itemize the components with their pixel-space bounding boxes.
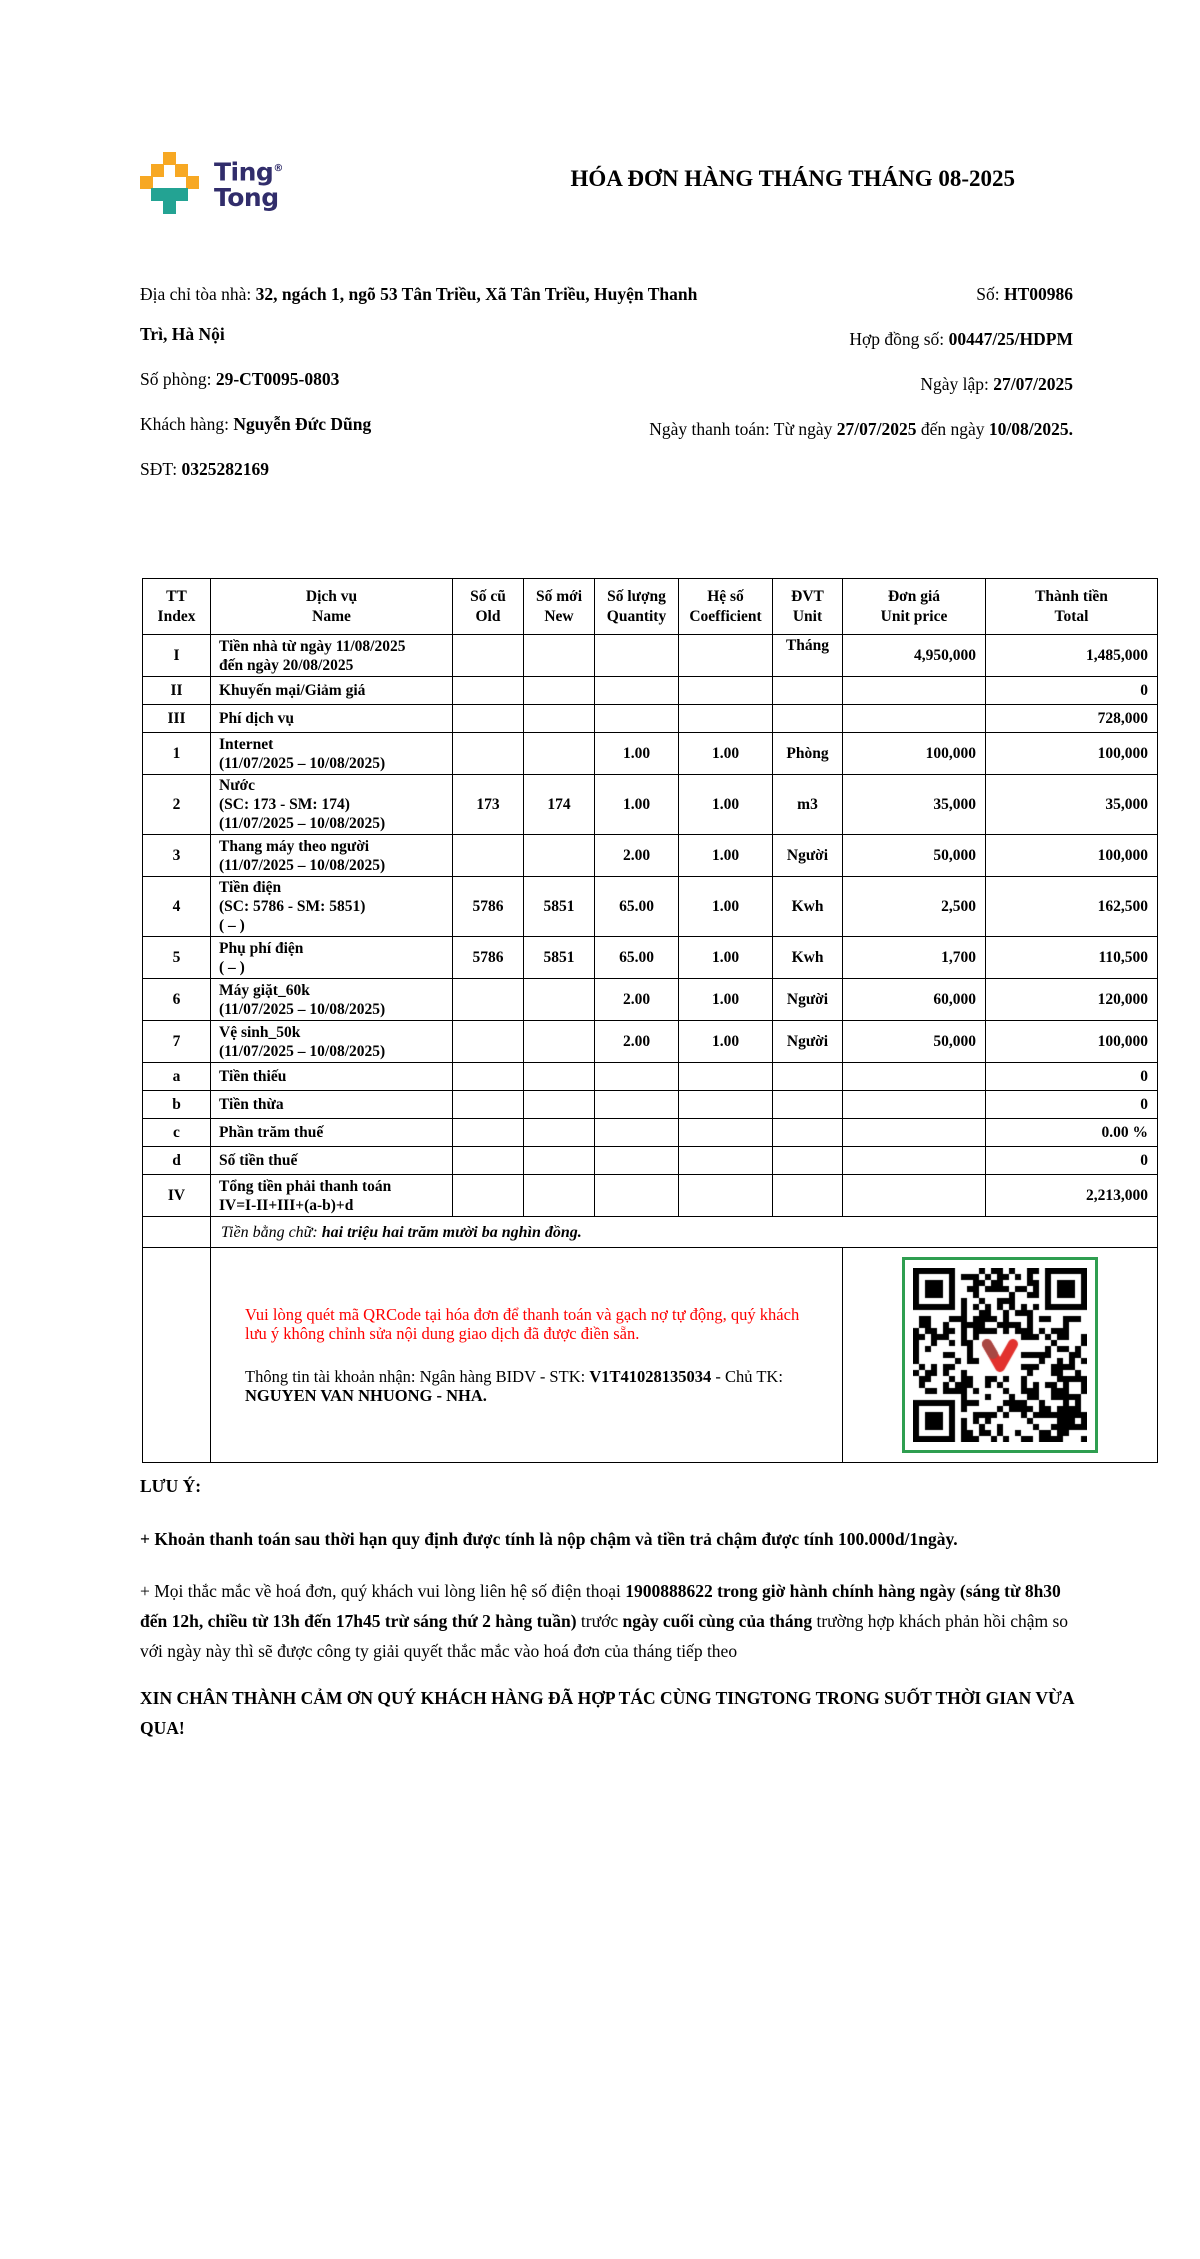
invoice-meta-line-label: Ngày thanh toán: Từ ngày [649,419,837,439]
cell-service-name [211,1175,453,1217]
cell-unit: Người [773,835,843,877]
cell-unit [773,1147,843,1175]
registered-mark: ® [273,163,283,175]
column-header [595,579,679,635]
cell-coefficient: 1.00 [679,1021,773,1063]
cell-service-name [211,635,453,677]
payment-text-cell [211,1248,843,1463]
tingtong-logo-icon [140,152,198,214]
table-row [143,835,1158,877]
invoice-meta-line-value: 27/07/2025 [836,419,917,439]
cell-coefficient: 1.00 [679,733,773,775]
cell-new [524,1063,595,1091]
qr-payment-notice: Vui lòng quét mã QRCode tại hóa đơn để thanh toán và gạch nợ tự động, quý khách lưu ý không chỉnh sửa nội dung giao dịch đã được điền sẵn. [245,1305,800,1343]
cell-index: III [143,705,211,733]
cell-service-name [211,979,453,1021]
table-row [143,1175,1158,1217]
amount-in-words-value: hai triệu hai trăm mười ba nghìn đồng. [321,1223,582,1241]
cell-unit [773,677,843,705]
cell-service-name [211,1063,453,1091]
cell-total: 110,500 [986,937,1158,979]
cell-unit-price: 50,000 [843,835,986,877]
cell-total: 0 [986,1091,1158,1119]
invoice-meta-line-value: 27/07/2025 [993,374,1073,394]
service-name-line: Tiền thừa [219,1096,284,1113]
cell-unit-price: 2,500 [843,877,986,937]
column-header-en: Quantity [606,607,667,625]
cell-unit-price [843,1063,986,1091]
note-late-fee: + Khoản thanh toán sau thời hạn quy định được tính là nộp chậm và tiền trả chậm được tính 100.000d/1ngày. [140,1529,958,1549]
invoice-meta-line [593,274,1073,314]
cell-unit-price: 4,950,000 [843,635,986,677]
cell-new: 5851 [524,937,595,979]
bank-account-part: - Chủ TK: [711,1367,783,1386]
cell-old [453,677,524,705]
service-name-line: Tiền điện [219,879,282,896]
service-name-line: Tiền thiếu [219,1068,287,1085]
table-row [143,635,1158,677]
bank-account-part: V1T41028135034 [589,1367,712,1386]
column-header-en: Total [1054,607,1089,625]
cell-new [524,1021,595,1063]
cell-quantity: 65.00 [595,877,679,937]
cell-unit-price [843,1091,986,1119]
cell-old [453,733,524,775]
cell-coefficient: 1.00 [679,877,773,937]
cell-coefficient: 1.00 [679,979,773,1021]
logo-pixel [163,201,176,214]
cell-old [453,1119,524,1147]
cell-quantity: 2.00 [595,835,679,877]
invoice-meta-line-label: đến ngày [916,419,989,439]
service-name-line: Máy giặt_60k [219,981,310,999]
bank-account-part: Thông tin tài khoản nhận: Ngân hàng BIDV - STK: [245,1367,590,1386]
qr-code-icon [913,1268,1087,1442]
invoice-meta-line [593,319,1073,359]
cell-coefficient [679,705,773,733]
table-row [143,775,1158,835]
invoice-meta-line-value: HT00986 [1003,284,1073,304]
service-name-line: (11/07/2025 – 10/08/2025) [219,815,386,832]
cell-new [524,1147,595,1175]
note-contact-part: ngày cuối cùng của tháng [622,1611,813,1631]
service-name-line: Số tiền thuế [219,1152,298,1169]
cell-total: 100,000 [986,1021,1158,1063]
invoice-meta-line-label: Hợp đồng số: [849,329,949,349]
cell-index: II [143,677,211,705]
note-contact-part: + Mọi thắc mắc về hoá đơn, quý khách vui lòng liên hệ số điện thoại [140,1581,626,1601]
service-name-line: Nước [219,777,255,794]
cell-total: 2,213,000 [986,1175,1158,1217]
cell-unit-price: 60,000 [843,979,986,1021]
cell-unit-price [843,1175,986,1217]
cell-unit-price: 35,000 [843,775,986,835]
cell-unit [773,1175,843,1217]
cell-old: 5786 [453,937,524,979]
payment-row [143,1248,1158,1463]
cell-service-name [211,877,453,937]
cell-coefficient [679,1091,773,1119]
service-name-line: Khuyến mại/Giảm giá [219,682,366,699]
cell-quantity [595,1175,679,1217]
cell-old [453,1175,524,1217]
column-header [453,579,524,635]
cell-unit-price [843,1147,986,1175]
service-name-line: Tiền nhà từ ngày 11/08/2025 [219,637,406,655]
invoice-meta-line-value: 00447/25/HDPM [948,329,1073,349]
cell-unit: m3 [773,775,843,835]
cell-unit [773,1091,843,1119]
cell-index: IV [143,1175,211,1217]
cell-quantity: 1.00 [595,733,679,775]
logo-pixel [151,188,188,201]
cell-service-name [211,835,453,877]
cell-total: 0 [986,1147,1158,1175]
cell-unit [773,1119,843,1147]
bank-account-info [245,1367,816,1405]
invoice-title: HÓA ĐƠN HÀNG THÁNG THÁNG 08-2025 [570,166,1015,191]
cell-unit: Người [773,979,843,1021]
cell-new [524,635,595,677]
cell-coefficient: 1.00 [679,937,773,979]
cell-unit [773,1063,843,1091]
note-contact-part: trước [576,1611,623,1631]
service-name-line: (SC: 173 - SM: 174) [219,796,350,813]
cell-total: 120,000 [986,979,1158,1021]
customer-info-line-label: Khách hàng: [140,414,234,434]
cell-index: d [143,1147,211,1175]
cell-quantity: 1.00 [595,775,679,835]
cell-total: 1,485,000 [986,635,1158,677]
invoice-meta-line-label: Ngày lập: [920,374,994,394]
invoice-meta-line-value: 10/08/2025. [988,419,1073,439]
cell-unit-price: 1,700 [843,937,986,979]
customer-info-line [140,449,715,489]
cell-index: c [143,1119,211,1147]
note-thanks: XIN CHÂN THÀNH CẢM ƠN QUÝ KHÁCH HÀNG ĐÃ HỢP TÁC CÙNG TINGTONG TRONG SUỐT THỜI GIAN VỪA QUA! [140,1688,1074,1738]
column-header [143,579,211,635]
cell-unit-price: 100,000 [843,733,986,775]
cell-new: 174 [524,775,595,835]
cell-total: 728,000 [986,705,1158,733]
cell-new [524,1175,595,1217]
service-name-line: (11/07/2025 – 10/08/2025) [219,1042,386,1060]
cell-old [453,835,524,877]
service-name-line: Phần trăm thuế [219,1124,324,1141]
cell-coefficient [679,677,773,705]
customer-info-line-value: 29-CT0095-0803 [215,369,340,389]
cell-total: 0.00 % [986,1119,1158,1147]
table-row [143,705,1158,733]
column-header-vi: Hệ số [707,587,744,605]
cell-index: 7 [143,1021,211,1063]
service-name-line: (SC: 5786 - SM: 5851) [219,898,366,915]
customer-info-line-value: 32, ngách 1, ngõ 53 Tân Triều, Xã Tân Triều, Huyện Thanh Trì, Hà Nội [140,284,698,344]
cell-coefficient [679,635,773,677]
cell-total: 162,500 [986,877,1158,937]
column-header-vi: ĐVT [791,587,824,605]
cell-service-name [211,705,453,733]
cell-index: 6 [143,979,211,1021]
cell-total: 35,000 [986,775,1158,835]
tingtong-logo [140,152,283,214]
cell-empty [143,1217,211,1248]
cell-service-name [211,733,453,775]
invoice-meta-line [593,364,1073,404]
cell-total: 100,000 [986,835,1158,877]
column-header-en: Index [157,607,196,625]
column-header [524,579,595,635]
cell-service-name [211,1119,453,1147]
cell-empty [143,1248,211,1463]
column-header-en: Name [312,607,351,625]
customer-info-line-label: Số phòng: [140,369,216,389]
cell-unit-price [843,1119,986,1147]
service-name-line: (11/07/2025 – 10/08/2025) [219,1000,386,1018]
cell-unit: Tháng [773,635,843,677]
table-row [143,733,1158,775]
cell-index: 2 [143,775,211,835]
cell-service-name [211,937,453,979]
column-header-en: Coefficient [689,607,762,625]
cell-quantity: 65.00 [595,937,679,979]
service-name-line: (11/07/2025 – 10/08/2025) [219,856,386,874]
cell-total: 0 [986,677,1158,705]
amount-in-words-row [143,1217,1158,1248]
service-name-line: đến ngày 20/08/2025 [219,656,354,674]
cell-quantity: 2.00 [595,979,679,1021]
column-header-vi: Số cũ [470,587,506,605]
column-header-en: Old [475,607,501,625]
customer-info-line-label: Địa chỉ tòa nhà: [140,284,256,304]
service-name-line: Phí dịch vụ [219,710,294,727]
cell-old: 5786 [453,877,524,937]
column-header-vi: Đơn giá [887,587,941,605]
cell-old [453,1063,524,1091]
service-name-line: Thang máy theo người [219,837,370,855]
cell-quantity [595,635,679,677]
cell-new [524,979,595,1021]
cell-coefficient: 1.00 [679,835,773,877]
brand-line2: Tong [214,182,279,212]
cell-new [524,1119,595,1147]
column-header-vi: TT [166,587,187,605]
invoice-table [142,578,1158,1463]
table-row [143,1063,1158,1091]
cell-new [524,733,595,775]
cell-quantity [595,677,679,705]
table-row [143,1091,1158,1119]
notes-heading: LƯU Ý: [140,1476,202,1496]
column-header [843,579,986,635]
cell-index: b [143,1091,211,1119]
cell-coefficient [679,1147,773,1175]
cell-coefficient: 1.00 [679,775,773,835]
cell-total: 0 [986,1063,1158,1091]
cell-service-name [211,1091,453,1119]
service-name-line: Tổng tiền phải thanh toán [219,1177,392,1195]
service-name-line: Internet [219,735,274,753]
cell-quantity [595,1091,679,1119]
cell-index: I [143,635,211,677]
cell-old [453,705,524,733]
qr-code-cell [843,1248,1158,1463]
cell-quantity [595,1063,679,1091]
cell-old [453,979,524,1021]
invoice-meta-line-label: Số: [976,284,1004,304]
cell-old: 173 [453,775,524,835]
invoice-meta-line [593,409,1073,449]
table-row [143,979,1158,1021]
cell-unit-price [843,705,986,733]
cell-new [524,677,595,705]
service-name-line: ( – ) [219,917,245,934]
column-header-vi: Thành tiền [1035,587,1108,605]
cell-index: 3 [143,835,211,877]
cell-old [453,1091,524,1119]
invoice-meta [593,274,1073,454]
column-header [773,579,843,635]
cell-new [524,835,595,877]
cell-unit: Người [773,1021,843,1063]
cell-coefficient [679,1119,773,1147]
cell-quantity [595,1147,679,1175]
amount-in-words-cell [211,1217,1158,1248]
service-name-line: Phụ phí điện [219,939,304,957]
column-header-vi: Dịch vụ [305,587,358,605]
cell-old [453,1021,524,1063]
cell-quantity [595,1119,679,1147]
cell-quantity: 2.00 [595,1021,679,1063]
cell-new: 5851 [524,877,595,937]
cell-unit: Phòng [773,733,843,775]
note-contact-part: 1900888622 trong giờ hành chính hàng ngày (sáng từ 8h30 đến 12h, chiều từ 13h đến 17h45 trừ sáng thứ 2 hàng tuần) [140,1581,1061,1631]
table-row [143,1147,1158,1175]
customer-info-line-value: 0325282169 [181,459,269,479]
table-row [143,1119,1158,1147]
cell-unit-price [843,677,986,705]
cell-quantity [595,705,679,733]
cell-unit [773,705,843,733]
service-name-line: ( – ) [219,958,245,976]
cell-service-name [211,677,453,705]
table-row [143,1021,1158,1063]
cell-new [524,705,595,733]
column-header-en: Unit [792,607,823,625]
service-name-line: (11/07/2025 – 10/08/2025) [219,754,386,772]
table-row [143,677,1158,705]
table-row [143,937,1158,979]
table-header-row [143,579,1158,635]
column-header-vi: Số mới [535,587,583,605]
cell-index: 4 [143,877,211,937]
column-header [211,579,453,635]
column-header [986,579,1158,635]
cell-index: 5 [143,937,211,979]
amount-in-words-label: Tiền bằng chữ: [221,1223,322,1241]
cell-service-name [211,1021,453,1063]
tingtong-wordmark [214,156,283,212]
cell-old [453,635,524,677]
table-row [143,877,1158,937]
cell-old [453,1147,524,1175]
table-body [143,635,1158,1463]
notes-section [140,1476,1078,1743]
customer-info-line-value: Nguyễn Đức Dũng [233,414,372,434]
service-name-line: Vệ sinh_50k [219,1023,301,1041]
column-header [679,579,773,635]
note-contact [140,1576,1078,1666]
service-name-line: IV=I-II+III+(a-b)+d [219,1196,354,1214]
column-header-vi: Số lượng [607,587,666,605]
qr-code-frame [902,1257,1098,1453]
column-header-en: Unit price [880,607,948,625]
cell-coefficient [679,1063,773,1091]
table-head [143,579,1158,635]
column-header-en: New [544,607,574,625]
note-contact-part: trường hợp khách phản hồi chậm so với ngày này thì sẽ được công ty giải quyết thắc mắc vào hoá đơn của tháng tiếp theo [140,1611,1069,1661]
cell-unit: Kwh [773,877,843,937]
cell-coefficient [679,1175,773,1217]
cell-index: 1 [143,733,211,775]
cell-index: a [143,1063,211,1091]
cell-new [524,1091,595,1119]
customer-info-line-label: SĐT: [140,459,182,479]
brand-line1: Ting [214,157,274,187]
cell-unit: Kwh [773,937,843,979]
cell-unit-price: 50,000 [843,1021,986,1063]
cell-service-name [211,1147,453,1175]
cell-total: 100,000 [986,733,1158,775]
cell-service-name [211,775,453,835]
bank-account-part: NGUYEN VAN NHUONG - NHA. [245,1386,487,1405]
